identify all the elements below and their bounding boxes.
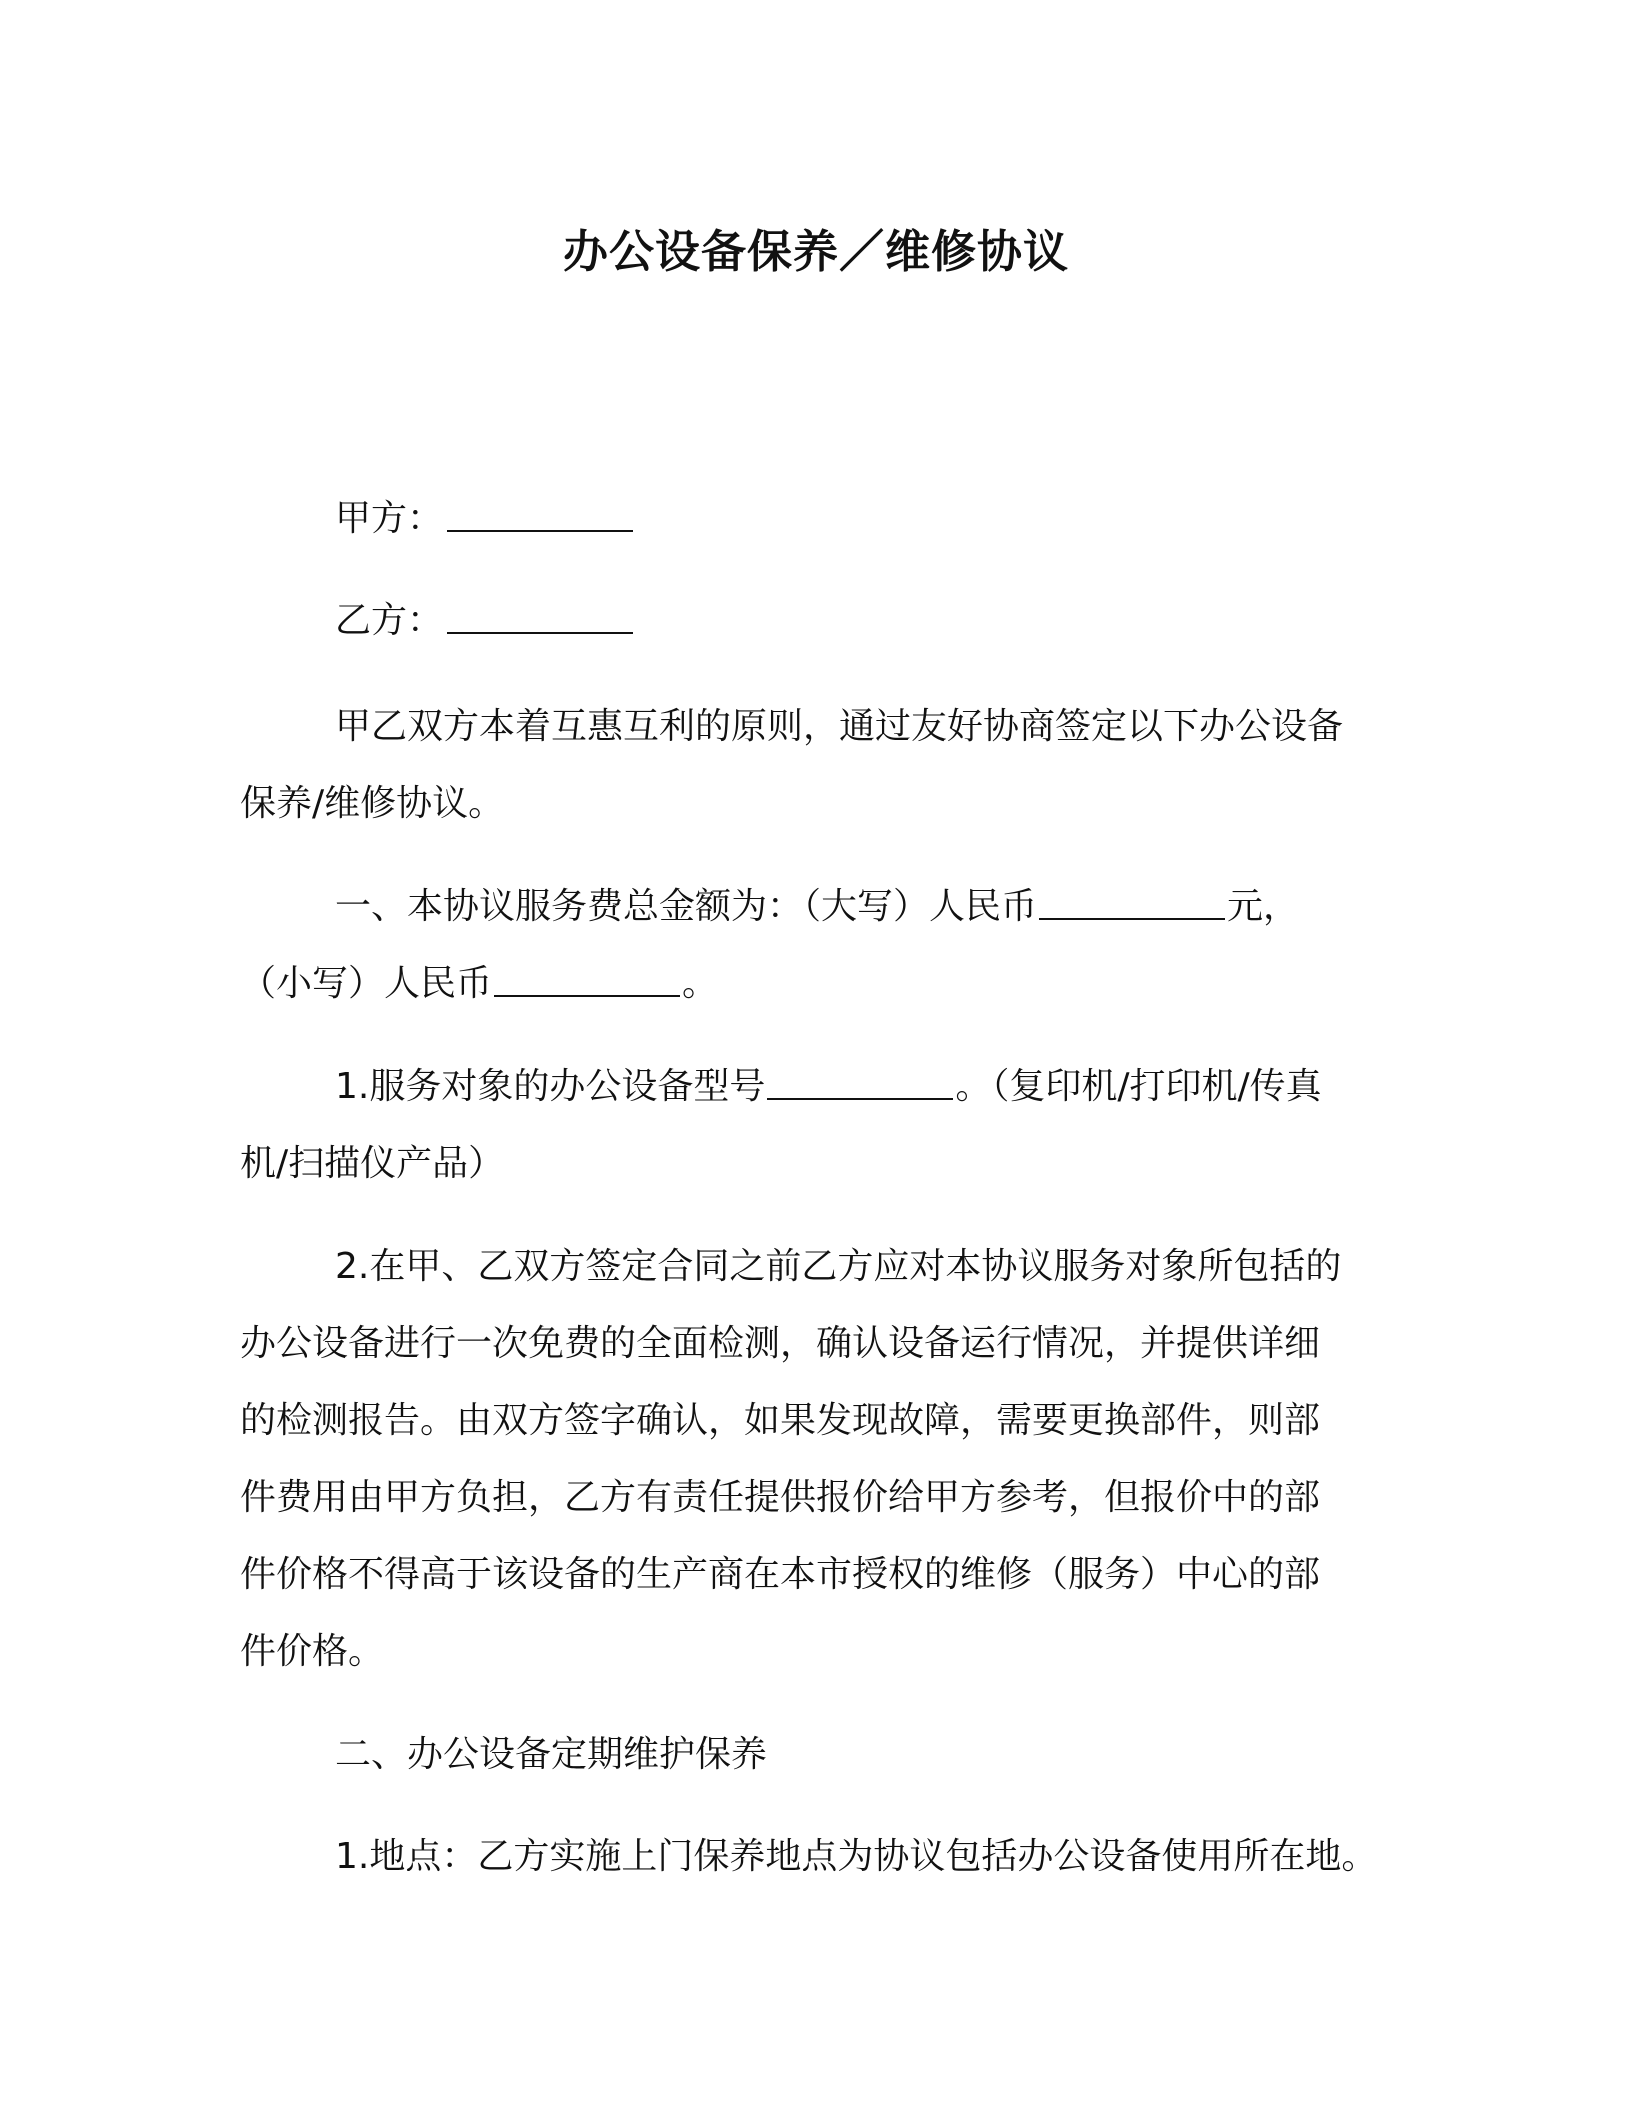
party-a-blank: [447, 500, 633, 532]
item1-line-1: [335, 1048, 1322, 1125]
amount-lowercase-blank: [494, 965, 680, 997]
item2-line-5: 件价格不得高于该设备的生产商在本市授权的维修（服务）中心的部: [240, 1554, 1321, 1595]
item1-device-types: 。（复印机/打印机/传真: [955, 1066, 1322, 1107]
section1-period: 。: [682, 963, 719, 1004]
party-b-blank: [447, 602, 633, 634]
section1-yuan: 元，: [1227, 886, 1300, 927]
amount-uppercase-blank: [1039, 888, 1225, 920]
section1-amount-lowercase-label: （小写）人民币: [240, 963, 493, 1004]
section1-line-1: [335, 868, 1299, 945]
section1-amount-uppercase-label: 一、本协议服务费总金额为：（大写）人民币: [335, 886, 1038, 927]
document-title: 办公设备保养／维修协议: [562, 225, 1069, 278]
model-blank: [767, 1068, 953, 1100]
item2-line-3: 的检测报告。由双方签字确认，如果发现故障，需要更换部件，则部: [240, 1400, 1321, 1441]
item2-line-6: 件价格。: [240, 1631, 385, 1672]
item2-line-4: 件费用由甲方负担，乙方有责任提供报价给甲方参考，但报价中的部: [240, 1477, 1321, 1518]
party-a-line: [335, 480, 633, 557]
item2-line-2: 办公设备进行一次免费的全面检测，确认设备运行情况，并提供详细: [240, 1323, 1321, 1364]
section2-item1: 1.地点：乙方实施上门保养地点为协议包括办公设备使用所在地。: [335, 1836, 1378, 1877]
party-b-label: 乙方：: [335, 600, 444, 641]
section2-heading: 二、办公设备定期维护保养: [335, 1734, 768, 1775]
party-b-line: [335, 582, 633, 659]
item1-line-2: 机/扫描仪产品）: [240, 1143, 505, 1184]
item1-model-label: 1.服务对象的办公设备型号: [335, 1066, 766, 1107]
item2-line-1: 2.在甲、乙双方签定合同之前乙方应对本协议服务对象所包括的: [335, 1246, 1342, 1287]
party-a-label: 甲方：: [335, 498, 444, 539]
section1-line-2: [240, 945, 718, 1022]
intro-line-2: 保养/维修协议。: [240, 783, 505, 824]
intro-line-1: 甲乙双方本着互惠互利的原则，通过友好协商签定以下办公设备: [335, 706, 1344, 747]
